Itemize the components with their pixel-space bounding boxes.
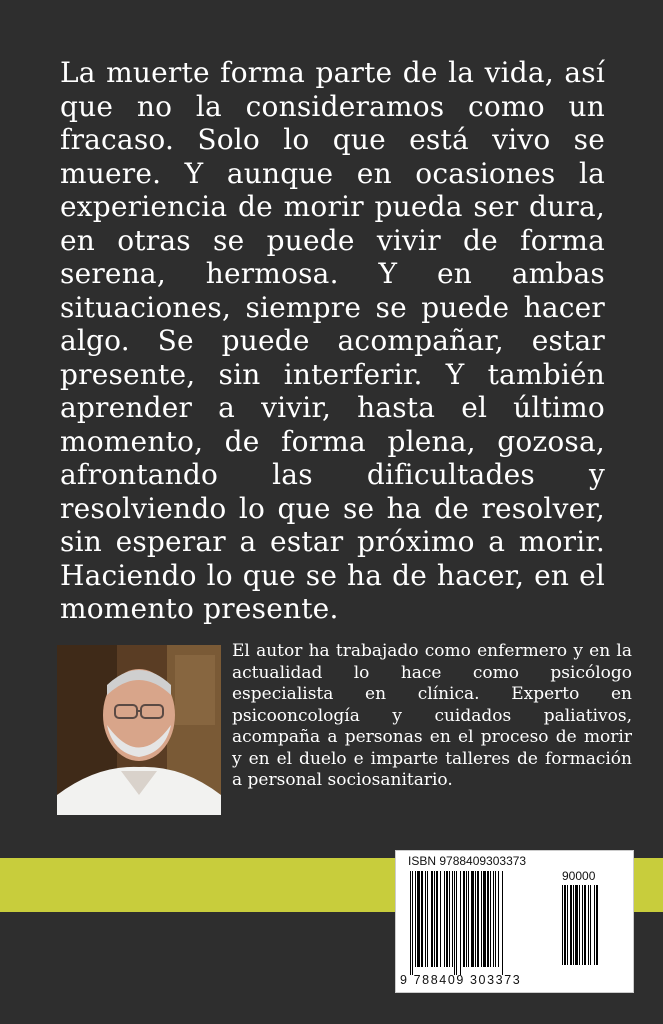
author-portrait-illustration <box>57 645 221 815</box>
author-bio: El autor ha trabajado como enfermero y en la actualidad lo hace como psicólogo especialista en clínica. Experto en psicooncología y cuidados paliativos, acompaña a personas en el proceso de morir y en el duelo e imparte talleres de formación a personal sociosanitario. <box>232 641 632 790</box>
back-cover-blurb: La muerte forma parte de la vida, así que no la consideramos como un fracaso. Solo lo que está vivo se muere. Y aunque en ocasiones la experiencia de morir pueda ser dura, en otras se puede vivir de forma serena, hermosa. Y en ambas situaciones, siempre se puede hacer algo. Se puede acompañar, estar presente, sin interferir. Y también aprender a vivir, hasta el último momento, de forma plena, gozosa, afrontando las dificultades y resolviendo lo que se ha de resolver, sin esperar a estar próximo a morir. Haciendo lo que se ha de hacer, en el momento presente. <box>60 56 605 625</box>
main-barcode-bars <box>410 871 550 975</box>
author-photo <box>57 645 221 815</box>
isbn-digits: 9 788409 303373 <box>400 973 522 987</box>
isbn-label: ISBN 9788409303373 <box>408 854 527 868</box>
price-code: 90000 <box>562 869 596 883</box>
addon-barcode-bars <box>562 885 620 965</box>
isbn-barcode <box>395 850 634 993</box>
